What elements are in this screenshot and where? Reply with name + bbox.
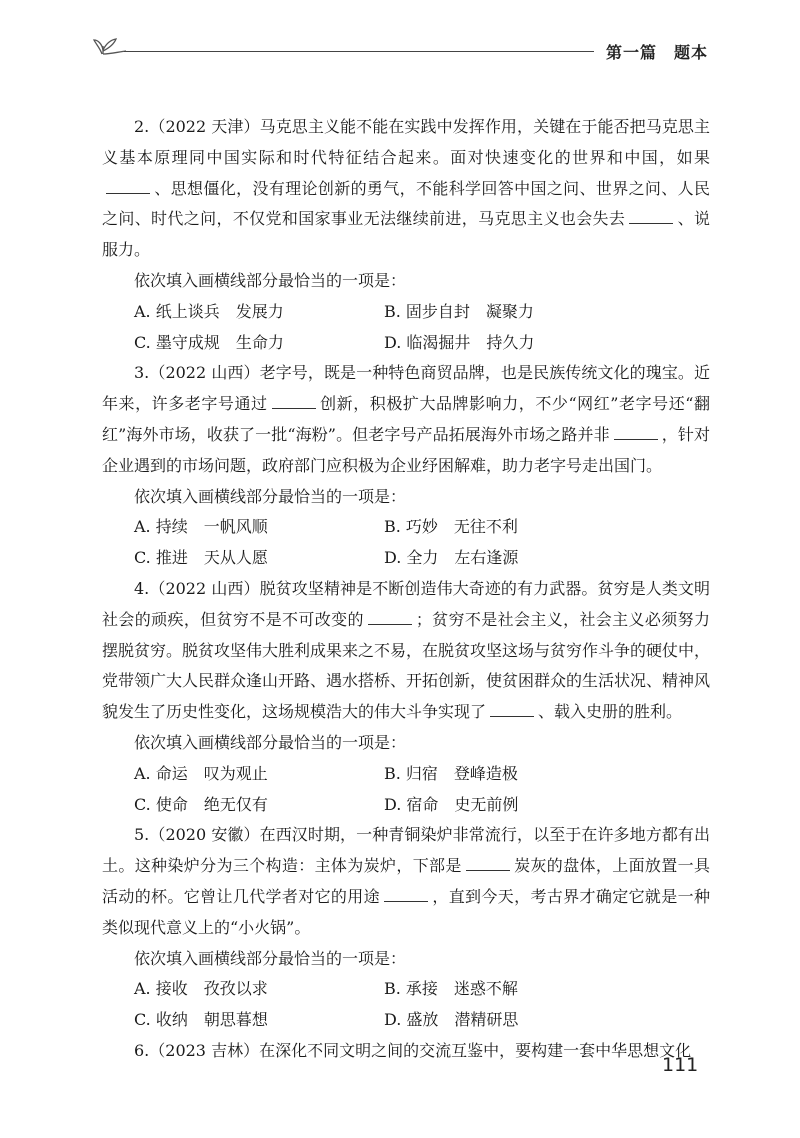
option-b[interactable]: B. 固步自封 凝聚力: [384, 301, 534, 321]
question-stem: 2.（2022 天津）马克思主义能不能在实践中发挥作用，关键在于能否把马克思主义基本原理同中国实际和时代特征结合起来。面对快速变化的世界和中国，如果、思想僵化，没有理论创新的勇气，不能科学回答中国之问、世界之问、人民之问、时代之问，不仅党和国家事业无法继续前进，马克思主义也会失去 、说服力。: [102, 117, 710, 260]
option-a[interactable]: A. 命运 叹为观止: [134, 763, 268, 783]
answer-options: [102, 759, 710, 821]
question-prompt: 依次填入画横线部分最恰当的一项是：: [134, 486, 407, 506]
answer-options: [102, 297, 710, 359]
header-rule: [124, 51, 594, 52]
question-stem: 6.（2023 吉林）在深化不同文明之间的交流互鉴中，要构建一套中华思想文化: [134, 1040, 692, 1060]
question-prompt: 依次填入画横线部分最恰当的一项是：: [134, 270, 407, 290]
option-c[interactable]: C. 使命 绝无仅有: [134, 794, 268, 814]
question-prompt: 依次填入画横线部分最恰当的一项是：: [134, 732, 407, 752]
option-a[interactable]: A. 持续 一帆风顺: [134, 517, 268, 537]
option-d[interactable]: D. 宿命 史无前例: [384, 794, 519, 814]
fill-blank: [466, 856, 510, 871]
question-6: [102, 1036, 710, 1067]
option-b[interactable]: B. 承接 迷惑不解: [384, 979, 518, 999]
option-a[interactable]: A. 接收 孜孜以求: [134, 979, 268, 999]
question-stem: 3.（2022 山西）老字号，既是一种特色商贸品牌，也是民族传统文化的瑰宝。近年来，许多老字号通过 创新，积极扩大品牌影响力，不少“网红”老字号还“翻红”海外市场，收获了一批“海粉”。但老字号产品拓展海外市场之路并非 ，针对企业遇到的市场问题，政府部门应积极为企业纾困解难，助力老字号走出国门。: [102, 363, 710, 475]
question-list: [102, 112, 710, 1067]
option-b[interactable]: B. 巧妙 无往不利: [384, 517, 518, 537]
question-prompt: 依次填入画横线部分最恰当的一项是：: [134, 948, 407, 968]
option-d[interactable]: D. 盛放 潜精研思: [384, 1010, 519, 1030]
question-3: [102, 358, 710, 574]
fill-blank: [490, 702, 534, 717]
answer-options: [102, 512, 710, 574]
fill-blank: [629, 209, 673, 224]
fill-blank: [614, 425, 658, 440]
option-c[interactable]: C. 收纳 朝思暮想: [134, 1010, 268, 1030]
question-2: [102, 112, 710, 358]
fill-blank: [272, 394, 316, 409]
fill-blank: [384, 887, 428, 902]
question-stem: 5.（2020 安徽）在西汉时期，一种青铜染炉非常流行，以至于在许多地方都有出土。这种染炉分为三个构造：主体为炭炉，下部是 炭灰的盘体，上面放置一具活动的杯。它曾让几代学者对它的用途 ，直到今天，考古界才确定它就是一种类似现代意义上的“小火锅”。: [102, 825, 710, 937]
option-c[interactable]: C. 推进 天从人愿: [134, 548, 268, 568]
option-b[interactable]: B. 归宿 登峰造极: [384, 763, 518, 783]
question-4: [102, 574, 710, 820]
question-stem: 4.（2022 山西）脱贫攻坚精神是不断创造伟大奇迹的有力武器。贫穷是人类文明社会的顽疾，但贫穷不是不可改变的 ；贫穷不是社会主义，社会主义必须努力摆脱贫穷。脱贫攻坚伟大胜利成果来之不易，在脱贫攻坚这场与贫穷作斗争的硬仗中，党带领广大人民群众逢山开路、遇水搭桥、开拓创新，使贫困群众的生活状况、精神风貌发生了历史性变化，这场规模浩大的伟大斗争实现了 、载入史册的胜利。: [102, 578, 711, 722]
question-5: [102, 820, 710, 1036]
option-d[interactable]: D. 全力 左右逢源: [384, 548, 519, 568]
section-title: 第一篇 题本: [606, 43, 709, 62]
page-number: 111: [662, 1054, 699, 1076]
option-d[interactable]: D. 临渴掘井 持久力: [384, 332, 535, 352]
fill-blank: [106, 179, 150, 194]
option-a[interactable]: A. 纸上谈兵 发展力: [134, 301, 284, 321]
answer-options: [102, 974, 710, 1036]
option-c[interactable]: C. 墨守成规 生命力: [134, 332, 284, 352]
fill-blank: [368, 610, 412, 625]
